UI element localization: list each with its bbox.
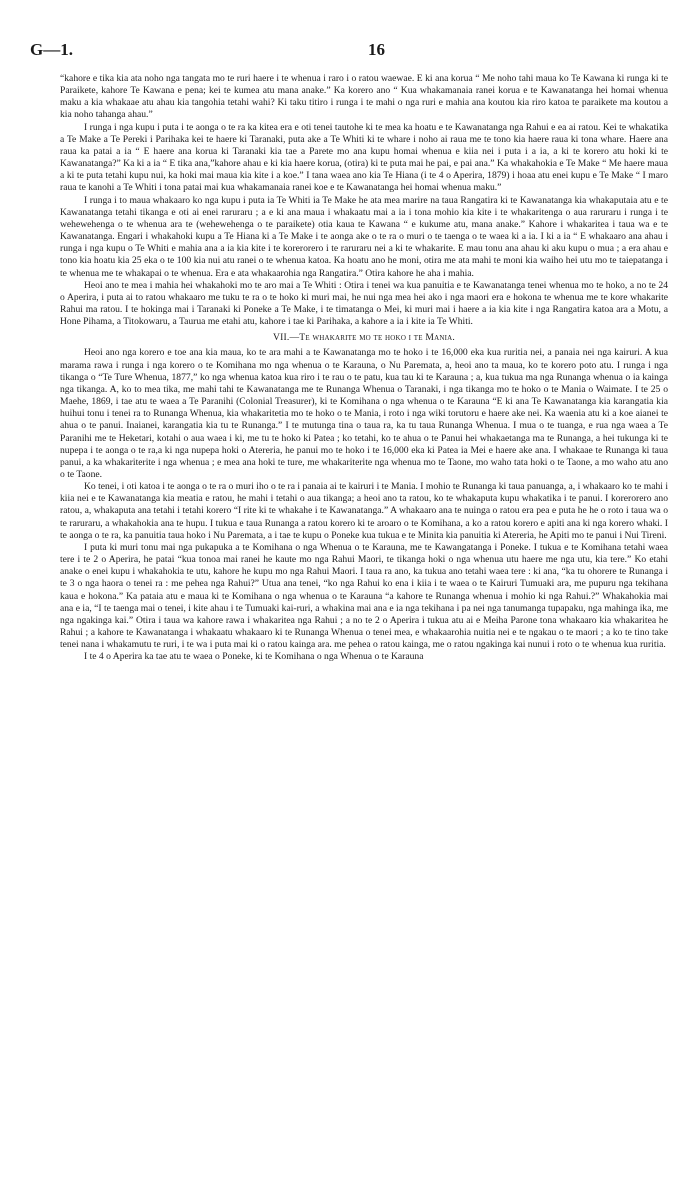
paragraph: Ko tenei, i oti katoa i te aonga o te ra o muri iho o te ra i panaia ai te kairuri i te Mania. I mohio te Runanga ki taua panuanga, a, i whakaaro ko te mahi i kiia nei e te Kawanatanga kia meatia e ratou, he mahi i tetahi o aua tikanga; a heoi ano ta ratou, ko te whakaputa kupu whakatika i te panui. I korerorero ano ratou, a, whakaputa ana tetahi i tetahi korero “I rite ki te whakahe i te Kawanatanga.” A whakaaro ana te nuinga o ratou era pea e puta he he o roto i taua wa o te raruraru, a whakahokia ana te hupu. I tukua e taua Runanga a ratou korero ki te aroaro o te Komihana, a ko a ratou korero e apiti ana ki nga korero whaki. I te aonga o te ra, ka panuitia taua hoko i Nu Paremata, a i tae te kupu o Poneke kua tukua e te Minita kia panuitia ki Atereria, he Apiti mo te panui i Nui Tireni. [60,481,668,541]
paragraph: I puta ki muri tonu mai nga pukapuka a te Komihana o nga Whenua o te Karauna, me te Kawangatanga i Poneke. I tukua e te Komihana tetahi waea tere i te 2 o Aperira, he patai “kua tonoa mai ranei he kaute mo nga Rahui Maori, te tikanga hoki o nga whenua utu haere me nga utu, kia tere.” Ko etahi anake o enei kupu i whakahokia te utu, kahore he kupu mo nga Rahui Maori. I taua ra ano, ka tukua ano tetahi waea tere : ki ana, “ka tu ohorere te Runanga i te 3 o nga haora o tenei ra : me pehea nga Rahui?” Utua ana tenei, “ko nga Rahui ko ena i kiia i te waea o te Kairuri Tumuaki ara, me pupuru nga tekihana kaua e hokona.” Ka pataia atu e maua ki te Komihana o nga whenua o te Karauna “a kahore te Runanga whenua i mohio ki nga Rahui.?” Whakahokia mai ana e ia, “I te taenga mai o tenei, i kite ahau i te Tumuaki kai-ruri, a whakina mai ana e ia nga tekihana i pa nei nga tanumanga tupapaku, nga mahinga ika, me nga ngakinga kai.” Otira i taua wa kahore rawa i whakaritea nga Rahui ; a no te 2 o Aperira i tukua atu ai e Meiha Parone tona whakaaro kia whakaritea he Rahui ; a kahore te Kawanatanga i whakaatu whakaaro ki te Runanga Whenua o tenei mea, e whakaarohia nuitia nei e te ngakau o te maori ; a ko te tino take tenei nana i whakamutu te ruri, i te wa i puta mai ki o ratou kainga ara. me pehea o ratou kainga, me o ratou ngakinga kai nunui i roto o te whenua kua ruritia. [60,541,668,651]
document-reference: G—1. [30,40,73,59]
page-number: 16 [368,40,385,59]
paragraph: “kahore e tika kia ata noho nga tangata mo te ruri haere i te whenua i raro i o ratou waewae. E ki ana korua “ Me noho tahi maua ko Te Kawana ki runga ki te Paraikete, kahore Te Kawana e pena; kei te kumea atu mana anake.” Ka korero ano “ Kua whakamanaia ranei korua e te Kawanatanga hei homai whenua maku a kia whakaae atu ahau kia tangohia tetahi wahi? Ki taku titiro i runga i te mahi o nga ruri e mahia ana koutou kia riro katoa te paraikete ma koutou a kia noho tahanga ahau.” [60,73,668,121]
paragraph: I runga i to maua whakaaro ko nga kupu i puta ia Te Whiti ia Te Make he ata mea marire na taua Rangatira ki te Kawanatanga kia whakaputaia atu e te Kawanatanga tetahi tikanga e oti ai enei raruraru ; a e ki ana maua i whakaatu mai a ia i tona mohio kia kite i te whakaritenga o aua raruraru i runga i te wehewehenga o te whenua ara te (wehewehenga o te paraikete) otia kaua te Kawana “ e kukume atu, mana anake.” Kahore i whakaritea i taua wa e te Kawanatanga. Engari i whakahoki kupu a Te Hiana ki a Te Make i te aonga ake o te ra o muri o te taenga o te waea ki a ia. I ki a ia “ E whakaaro ana ahau i runga i nga kupu o Te Whiti e mahia ana a ia kia kite i te korerorero i te raruraru nei a ki te whakarite. E mau tonu ana ahau ki aku kupu o mua ; a era ahau e tono kia hoatu kia 25 eka o te 100 kia nui atu ranei o te whenua katoa. Ka hoatu ano he moni, otira me ata mahi te moni kia waiho hei utu mo te taiepatanga i te whenua me te whakapai o te whenua. Era e ata whakaarohia nga Rangatira.” Otira kahore he aha i mahia. [60,194,668,279]
document-body [60,73,668,664]
paragraph: Heoi ano te mea i mahia hei whakahoki mo te aro mai a Te Whiti : Otira i tenei wa kua panuitia e te Kawanatanga tenei whenua mo te hoko, a no te 24 o Aperira, i puta ai to ratou whakaaro me tuku te ra o te hoko ki muri mai, he nui nga mea hei ako i nga maori era e hokona te whenua me te kore whakarite Rahui ma ratou. I te hokinga mai i Taranaki ki Poneke a Te Make, i te timatanga o Mei, ki muri mai i haere a ia kia kite i nga Rangatira katoa ara a Motu, a Hone Pihama, a Titokowaru, a Taurua me etahi atu, kahore i tae ki Parihaka, a kahore a ia i kite ia Te Whiti. [60,279,668,328]
section-heading: VII.—Te whakarite mo te hoko i te Mania. [273,332,455,344]
paragraph: I runga i nga kupu i puta i te aonga o te ra ka kitea era e oti tenei tautohe ki te mea ka hoatu e te Kawanatanga nga Rahui e ea ai ratou. Kei te whakatika a Te Make a Te Pereki i Parihaka kei te haere ki Taranaki, puta ake a Te Whiti ki te whare i noho ai raua me te tono kia haere raua ki tona whare. Haere ana raua ka patai a ia “ E haere ana korua ki Taranaki kia tae a Parete mo ana kupu homai whenua e kiia nei i puta i a ia, a ki te korero atu hoki ki te Kawanatanga?” Ka ki a ia “ E tika ana,”kahore ahau e ki kia haere korua, (otira) ki te puta mai he pai, e pai ana.” Ka whakahokia e Te Make “ Me haere maua a ki te puta tetahi kupu nui, ka hoki mai maua kia kite i a koe.” I tana waea ano kia Te Hiana (i te 4 o Aperira, 1879) i hoaa atu enei kupu e Te Make “ I maro raua te kanohi a Te Whiti i tona patai mai kua whakamanaia ranei koe e te Kawanatanga hei homai whenua maku.” [60,121,668,194]
page-header [30,40,680,62]
paragraph: Heoi ano nga korero e toe ana kia maua, ko te ara mahi a te Kawanatanga mo te hoko i te 16,000 eka kua ruritia nei, a panaia nei nga kairuri. A kua marama rawa i runga i nga korero o te Komihana mo nga whenua o te Karauna, o Nu Paremata, a, heoi ano ta maua, ko te korero poto atu. I runga i nga tikanga o “Te Ture Whenua, 1877,” ko nga whenua katoa kua riro i te rau o te patu, kua tau ki te Karauna ; a, kua tukua ma nga Runanga whenua o ia kainga nga tikanga. A, ko to mea tika, me mahi tahi te Kawanatanga me te Runanga Whenua o Taranaki, i nga tikanga mo te hoko o te Mania o Waimate. I te 25 o Maehe, 1869, i tae atu te waea a Te Paranihi (Colonial Treasurer), ki te Komihana o nga whenua o te Karauna “E ki ana Te Kawanatanga kia karangatia kia huihui tonu i tenei ra to Runanga Whenua, kia whakaritetia mo te hoko o te Mania, i roto i nga wiki torutoru e haere ake nei. Ka waenia atu ki a koe aianei te ahua o te panui. Inaianei, karangatia kia tu te Runanga.” I te mutunga tina o taua ra, ka tu taua Runanga Whenua. I mua o te tuanga, e rua nga waea a Te Paranihi me te Heketari, kotahi o aua waea i ki, me tu te hoko ki Patea ; ko tetahi, ko te ahua o te Panui hei whakaetanga ma te Runanga, a hei tukunga ki te nupepa i te aonga o te ra,a ki nga nupepa hoki o Atereria, he panui mo te hoko i te 16,000 eka ki Patea ia Mei e haere ake ana. I whakaae te Runanga ki taua panui, a ka whakariterite i nga whenua ; e mea ana hoki te ture, me whakariterite nga whenua mo te Taone, mo waho tata hoki o te Taone, a mo waho atu ano o te Taone. [60,347,668,480]
paragraph: I te 4 o Aperira ka tae atu te waea o Poneke, ki te Komihana o nga Whenua o te Karauna [84,651,424,663]
